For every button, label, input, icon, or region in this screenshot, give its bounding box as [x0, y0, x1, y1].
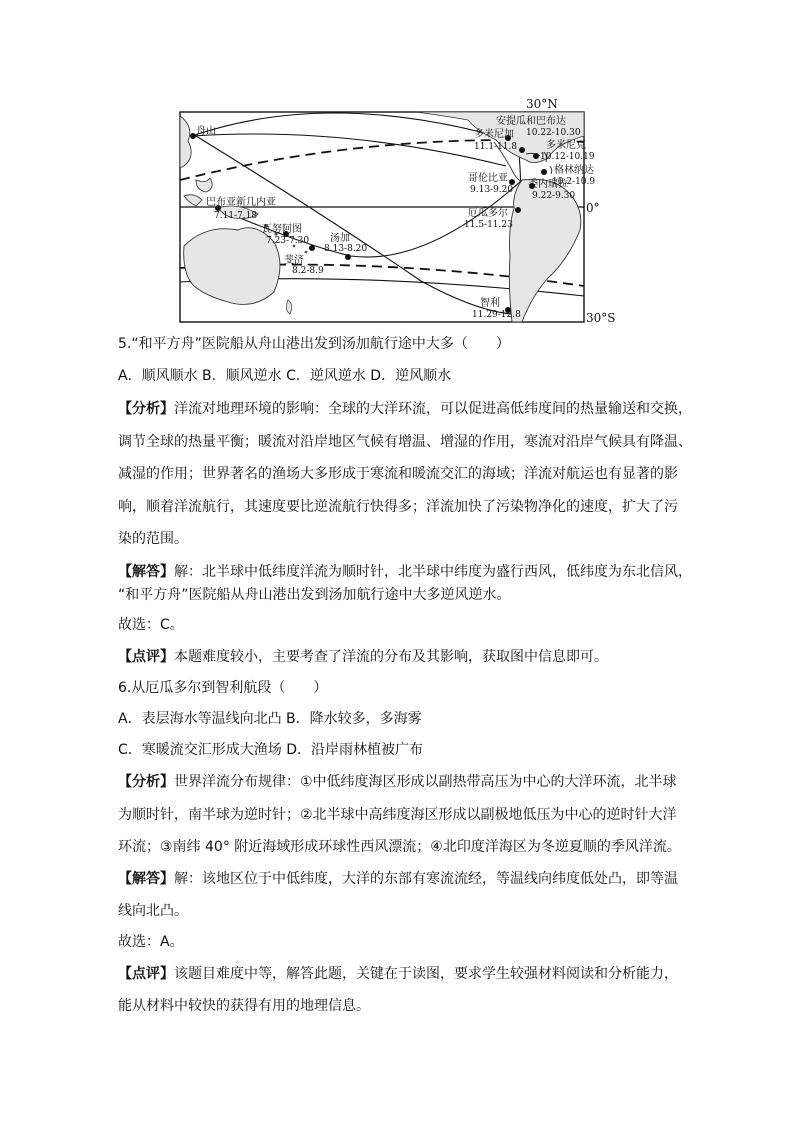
lat-label-30s: 30°S — [586, 311, 616, 325]
stop-label: 多米尼加 — [474, 129, 514, 140]
stop-label: 多米尼克 — [546, 140, 586, 151]
stop-label: 智利 — [480, 298, 500, 309]
stop-dates: 7.23-7.30 — [266, 236, 310, 246]
q5-analysis-3: 减湿的作用；世界著名的渔场大多形成于寒流和暖流交汇的海域；洋流对航运也有显著的影 — [118, 466, 678, 482]
q6-analysis-3: 环流；③南纬 40° 附近海域形成环球性西风漂流；④北印度洋海区为冬逆夏顺的季风洋流。 — [118, 839, 681, 855]
analysis-tag: 【分析】 — [118, 401, 174, 417]
q5-answer-1 — [118, 561, 692, 581]
q6-options-2: C．寒暖流交汇形成大渔场 D．沿岸雨林植被广布 — [118, 742, 424, 758]
q5-comment — [118, 646, 608, 666]
q5-answer-2: “和平方舟”医院船从舟山港出发到汤加航行途中大多逆风逆水。 — [118, 587, 511, 603]
stop-label: 委内瑞拉 — [528, 179, 568, 190]
stop-label: 汤加 — [330, 233, 350, 244]
stop-dates: 8.2-8.9 — [292, 266, 324, 276]
stop-label: 格林纳达 — [554, 165, 594, 176]
comment-tag: 【点评】 — [118, 966, 174, 982]
stop-label: 巴布亚新几内亚 — [206, 197, 276, 208]
q5-analysis-1 — [118, 398, 692, 418]
q5-options: A．顺风顺水 B．顺风逆水 C．逆风逆水 D．逆风顺水 — [118, 368, 452, 384]
stop-dates: 9.13-9.20 — [470, 185, 514, 195]
comment-text: 本题难度较小，主要考查了洋流的分布及其影响，获取图中信息即可。 — [174, 649, 608, 665]
stop-dates: 9.22-9.30 — [532, 191, 576, 201]
q6-analysis-2: 为顺时针，南半球为逆时针；②北半球中高纬度海区形成以副极地低压为中心的逆时针大洋 — [118, 807, 677, 823]
answer-tag: 【解答】 — [118, 564, 174, 580]
stop-dates: 11.29-12.8 — [472, 310, 521, 320]
q6-analysis-1 — [118, 771, 677, 791]
stop-dates: 10.22-10.30 — [526, 128, 581, 138]
lat-label-30n: 30°N — [526, 97, 558, 111]
q6-answer-2: 线向北凸。 — [118, 903, 188, 919]
stop-label: 哥伦比亚 — [468, 173, 508, 184]
analysis-text: 世界洋流分布规律：①中低纬度海区形成以副热带高压为中心的大洋环流，北半球 — [174, 774, 677, 790]
q6-options-1: A．表层海水等温线向北凸 B．降水较多，多海雾 — [118, 711, 422, 727]
stop-label: 舟山 — [196, 126, 216, 137]
stop-label: 瓦努阿图 — [262, 224, 302, 235]
q5-stem: 5.“和平方舟”医院船从舟山港出发到汤加航行途中大多（ ） — [118, 336, 510, 352]
route-map — [176, 96, 626, 326]
stop-label: 厄瓜多尔 — [468, 208, 508, 219]
comment-text: 该题目难度中等，解答此题，关键在于读图，要求学生较强材料阅读和分析能力， — [174, 966, 678, 982]
q5-analysis-4: 响，顺着洋流航行，其速度要比逆流航行快得多；洋流加快了污染物净化的速度，扩大了污 — [118, 499, 678, 515]
stop-dates: 10.2-10.9 — [552, 177, 596, 187]
stop-label: 安提瓜和巴布达 — [496, 116, 566, 127]
q5-analysis-2: 调节全球的热量平衡；暖流对沿岸地区气候有增温、增湿的作用，寒流对沿岸气候具有降温、 — [118, 434, 692, 450]
answer-text: 解：北半球中低纬度洋流为顺时针，北半球中纬度为盛行西风，低纬度为东北信风， — [174, 564, 692, 580]
q6-choice: 故选：A。 — [118, 934, 184, 950]
lat-label-equator: 0° — [586, 201, 600, 215]
q5-choice: 故选：C。 — [118, 617, 184, 633]
stop-dates: 11.1-11.8 — [474, 142, 518, 152]
stop-dates: 10.12-10.19 — [540, 152, 595, 162]
stop-dates: 8.13-8.20 — [324, 244, 368, 254]
answer-text: 解：该地区位于中低纬度，大洋的东部有寒流流经，等温线向纬度低处凸，即等温 — [174, 871, 678, 887]
stop-dates: 11.5-11.23 — [464, 220, 513, 230]
q6-stem: 6.从厄瓜多尔到智利航段（ ） — [118, 680, 328, 696]
route-north-mid — [192, 134, 506, 166]
stop-dates: 7.11-7.18 — [214, 211, 258, 221]
q5-analysis-5: 染的范围。 — [118, 531, 188, 547]
asia-coast — [180, 116, 191, 168]
q6-comment-1 — [118, 963, 678, 983]
analysis-text: 洋流对地理环境的影响：全球的大洋环流，可以促进高低纬度间的热量输送和交换， — [174, 401, 692, 417]
new-zealand — [286, 300, 291, 314]
analysis-tag: 【分析】 — [118, 774, 174, 790]
q6-answer-1 — [118, 868, 678, 888]
map-svg — [176, 96, 626, 326]
stop-label: 斐济 — [284, 255, 304, 266]
q6-comment-2: 能从材料中较快的获得有用的地理信息。 — [118, 998, 370, 1014]
comment-tag: 【点评】 — [118, 649, 174, 665]
answer-tag: 【解答】 — [118, 871, 174, 887]
